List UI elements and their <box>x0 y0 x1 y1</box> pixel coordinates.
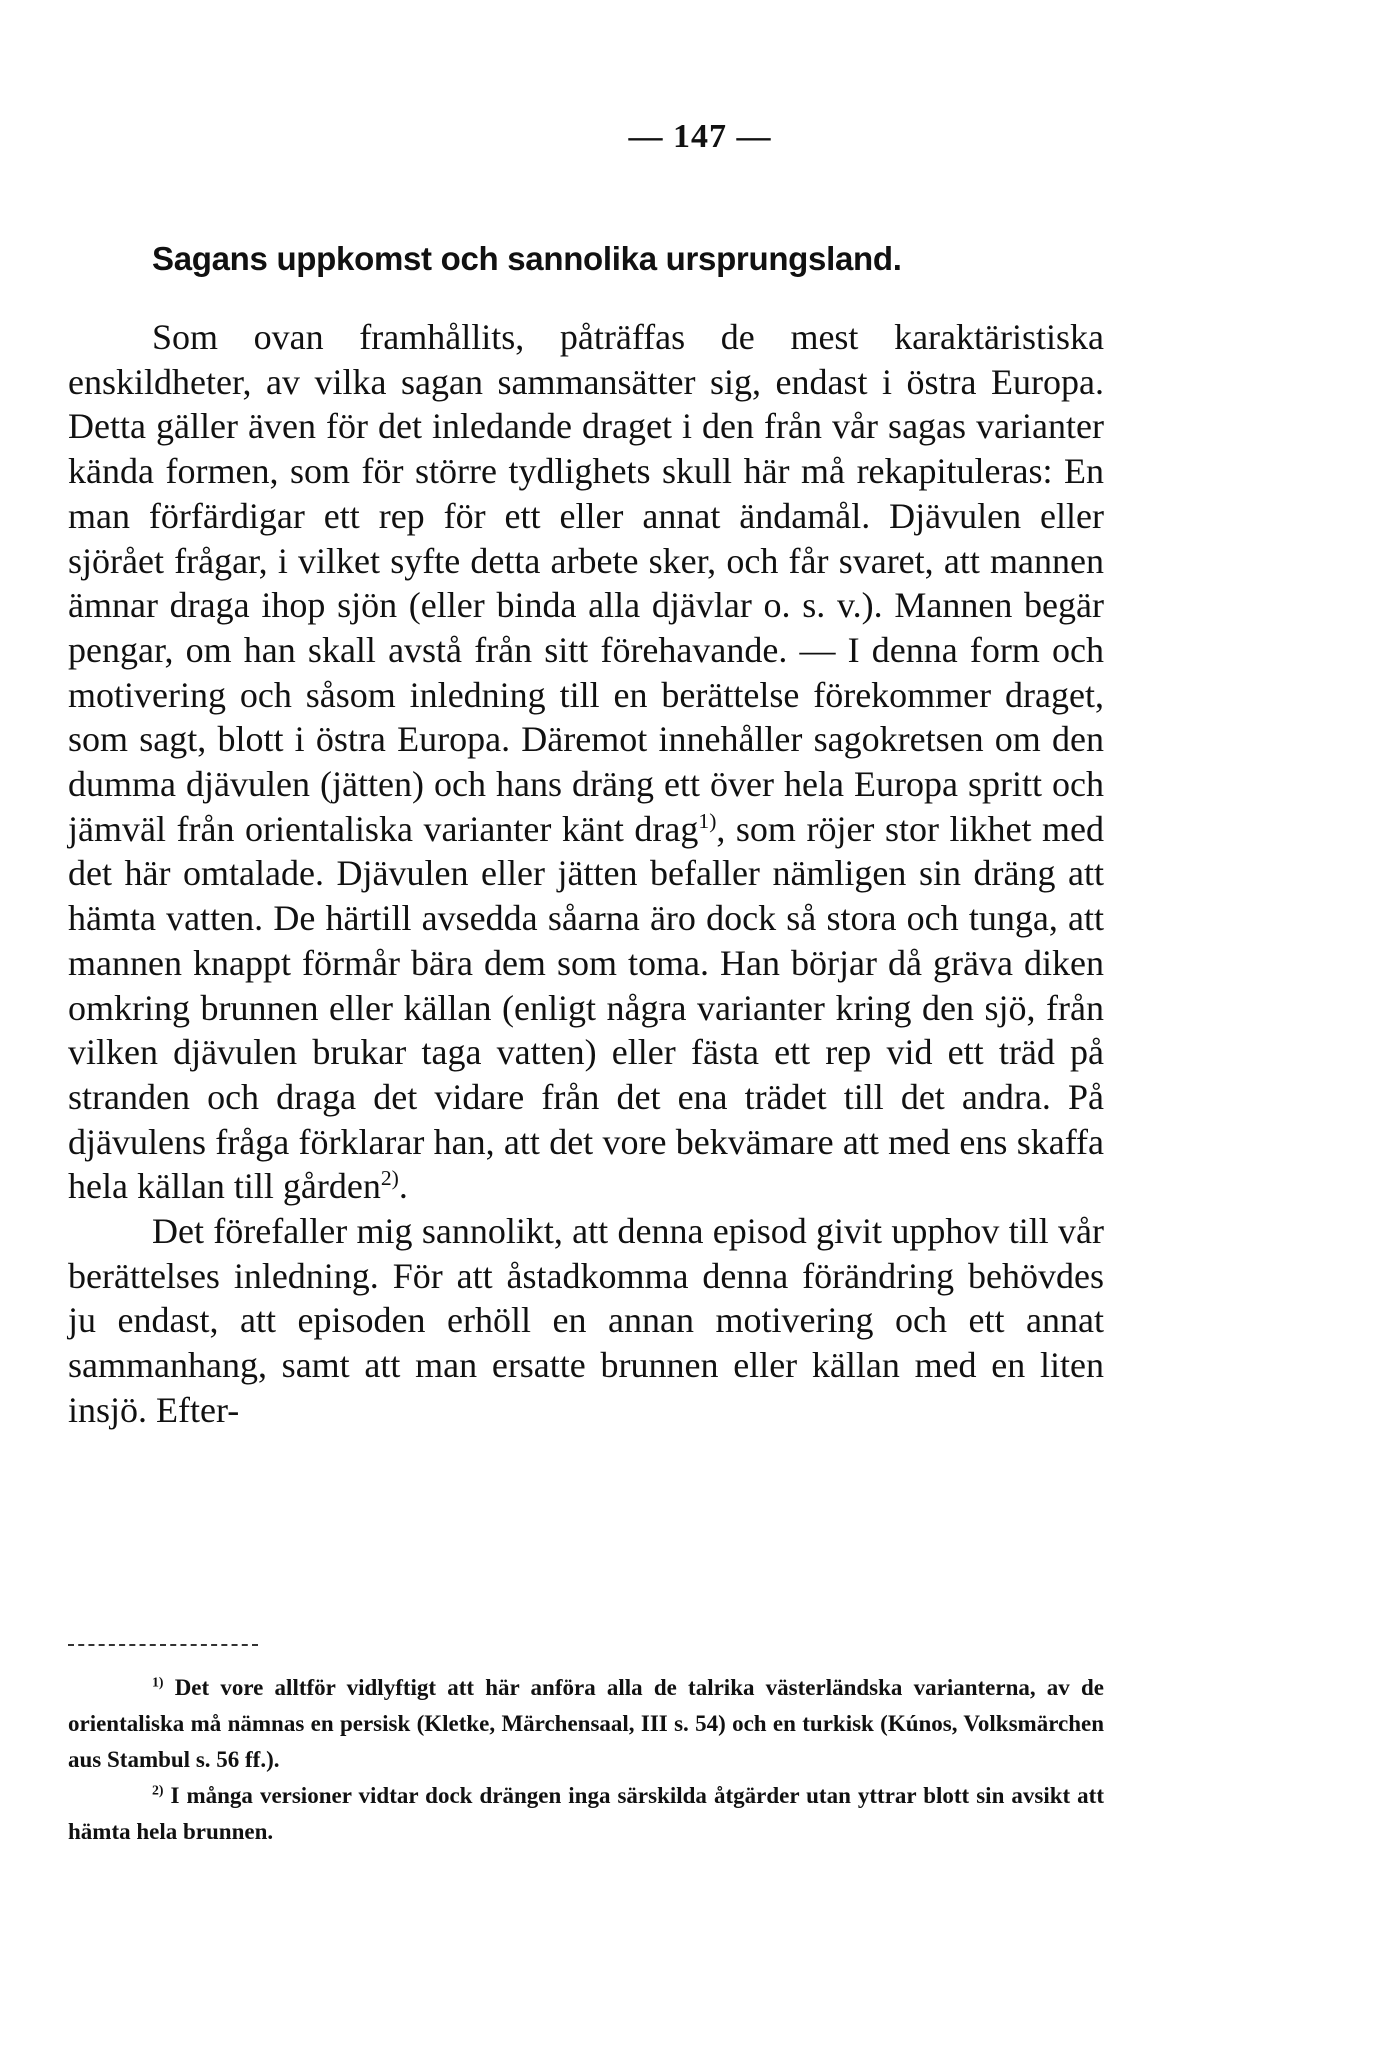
page-number: — 147 — <box>628 118 772 155</box>
footnote <box>68 1778 1104 1850</box>
footnote-text: Det vore alltför vidlyftigt att här anföra alla de talrika västerländska varianterna, av de orientaliska må nämnas en persisk (Kletke, Märchensaal, III s. 54) och en turkisk (Kúnos, Volksmärchen aus Stambul s. 56 ff.). <box>68 1675 1104 1772</box>
footnote <box>68 1670 1104 1778</box>
section-heading: Sagans uppkomst och sannolika ursprungsland. <box>152 240 902 277</box>
body-text <box>68 315 1104 1433</box>
paragraph <box>68 315 1104 1209</box>
paragraph-text: . <box>398 1166 408 1207</box>
paragraph-text: Det förefaller mig sannolikt, att denna episod givit upphov till vår berättelses inledning. För att åstadkomma denna förändring behövdes ju endast, att episoden erhöll en annan motivering och ett annat sammanhang, samt att man ersatte brunnen eller källan med en liten insjö. Efter- <box>68 1211 1104 1430</box>
paragraph-text: Som ovan framhållits, påträffas de mest karaktäristiska enskildheter, av vilka sagan sammansätter sig, endast i östra Europa. Detta gäller även för det inledande draget i den från vår sagas varianter kända formen, som för större tydlighets skull här må rekapituleras: En man förfärdigar ett rep för ett eller annat ändamål. Djävulen eller sjörået frågar, i vilket syfte detta arbete sker, och får svaret, att mannen ämnar draga ihop sjön (eller binda alla djävlar o. s. v.). Mannen begär pengar, om han skall avstå från sitt förehavande. — I denna form och motivering och såsom inledning till en berättelse förekommer draget, som sagt, blott i östra Europa. Däremot innehåller sagokretsen om den dumma djävulen (jätten) och hans dräng ett över hela Europa spritt och jämväl från orientaliska varianter känt drag <box>68 317 1104 849</box>
footnote-separator <box>68 1644 258 1646</box>
footnote-marker: 1) <box>152 1674 164 1690</box>
footnote-reference: 1) <box>698 808 717 833</box>
footnote-reference: 2) <box>380 1166 399 1191</box>
footnote-marker: 2) <box>152 1782 164 1798</box>
footnotes <box>68 1670 1104 1850</box>
paragraph-text: , som röjer stor likhet med det här omtalade. Djävulen eller jätten befaller nämligen sin dräng att hämta vatten. De härtill avsedda såarna äro dock så stora och tunga, att mannen knappt förmår bära dem som toma. Han börjar då gräva diken omkring brunnen eller källan (enligt några varianter kring den sjö, från vilken djävulen brukar taga vatten) eller fästa ett rep vid ett träd på stranden och draga det vidare från det ena trädet till det andra. På djävulens fråga förklarar han, att det vore bekvämare att med ens skaffa hela källan till gården <box>68 808 1104 1207</box>
footnote-text: I många versioner vidtar dock drängen inga särskilda åtgärder utan yttrar blott sin avsikt att hämta hela brunnen. <box>68 1783 1104 1844</box>
paragraph <box>68 1209 1104 1433</box>
